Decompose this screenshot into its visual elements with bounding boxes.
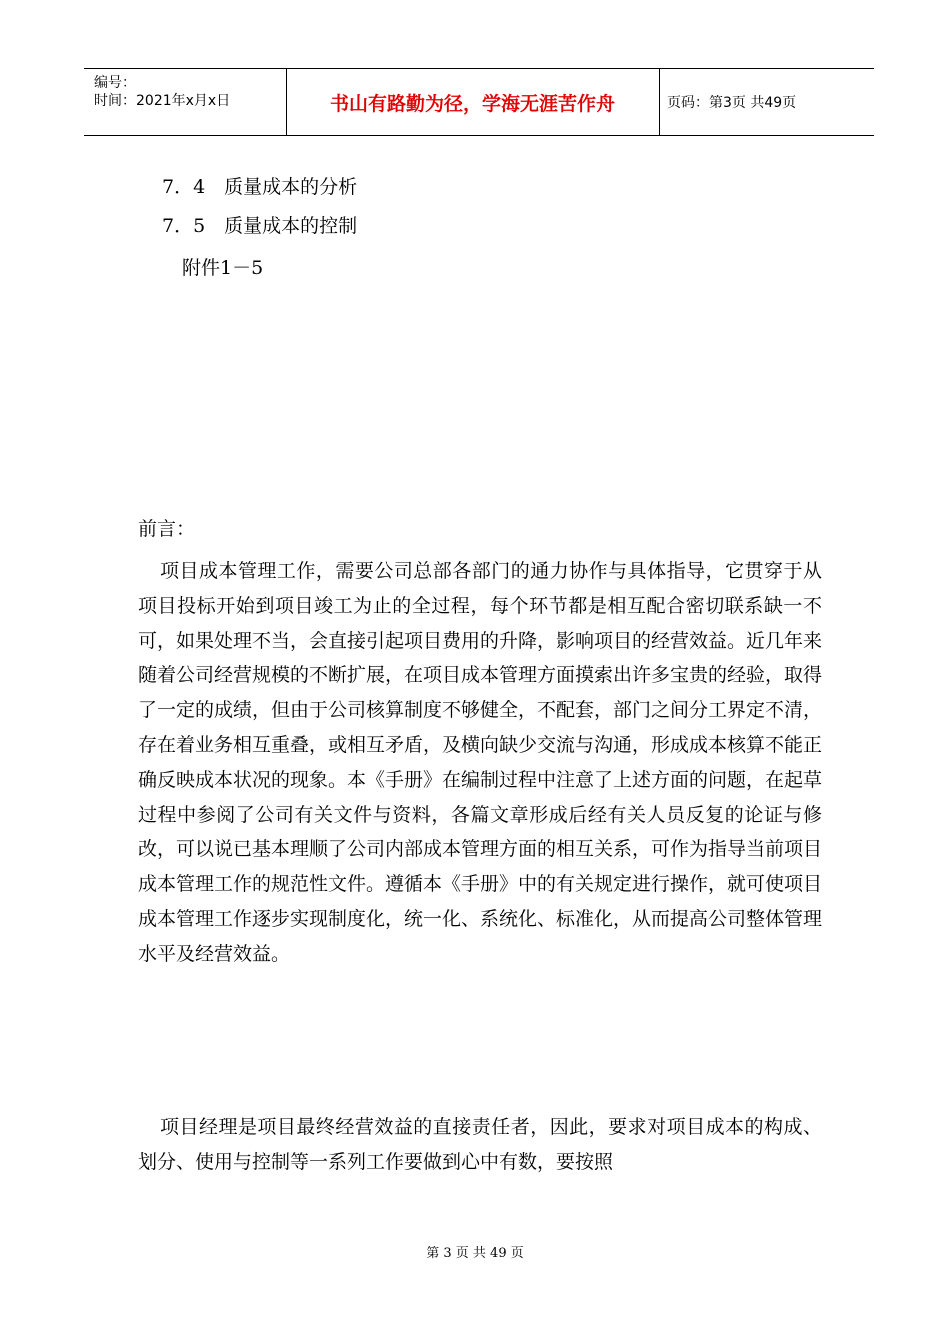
toc-item-7-4: 7．4 质量成本的分析 <box>162 176 358 198</box>
header-page-cell <box>659 69 874 135</box>
preface-paragraph-2: 项目经理是项目最终经营效益的直接责任者，因此，要求对项目成本的构成、划分、使用与控制等一系列工作要做到心中有数，要按照 <box>138 1116 822 1173</box>
toc-item-7-5: 7．5 质量成本的控制 <box>162 215 358 237</box>
page-footer: 第 3 页 共 49 页 <box>426 1246 524 1261</box>
preface-paragraph-1: 项目成本管理工作，需要公司总部各部门的通力协作与具体指导，它贯穿于从项目投标开始到项目竣工为止的全过程，每个环节都是相互配合密切联系缺一不可，如果处理不当，会直接引起项目费用的升降，影响项目的经营效益。近几年来随着公司经营规模的不断扩展，在项目成本管理方面摸索出许多宝贵的经验，取得了一定的成绩，但由于公司核算制度不够健全，不配套，部门之间分工界定不清，存在着业务相互重叠，或相互矛盾，及横向缺少交流与沟通，形成成本核算不能正确反映成本状况的现象。本《手册》在编制过程中注意了上述方面的问题，在起草过程中参阅了公司有关文件与资料，各篇文章形成后经有关人员反复的论证与修改，可以说已基本理顺了公司内部成本管理方面的相互关系，可作为指导当前项目成本管理工作的规范性文件。遵循本《手册》中的有关规定进行操作，就可使项目成本管理工作逐步实现制度化，统一化、系统化、标准化，从而提高公司整体管理水平及经营效益。 <box>138 560 823 965</box>
header-motto: 书山有路勤为径，学海无涯苦作舟 <box>329 93 615 115</box>
header-info-cell <box>84 69 287 135</box>
header-page-label: 页码：第3页 共49页 <box>667 95 797 111</box>
preface-heading: 前言： <box>138 518 196 540</box>
header-motto-cell <box>286 69 660 135</box>
document-time-label: 时间：2021年x月x日 <box>94 93 231 109</box>
toc-appendix: 附件1－5 <box>182 257 264 279</box>
page-header <box>84 68 874 136</box>
document-code-label: 编号： <box>94 75 136 91</box>
